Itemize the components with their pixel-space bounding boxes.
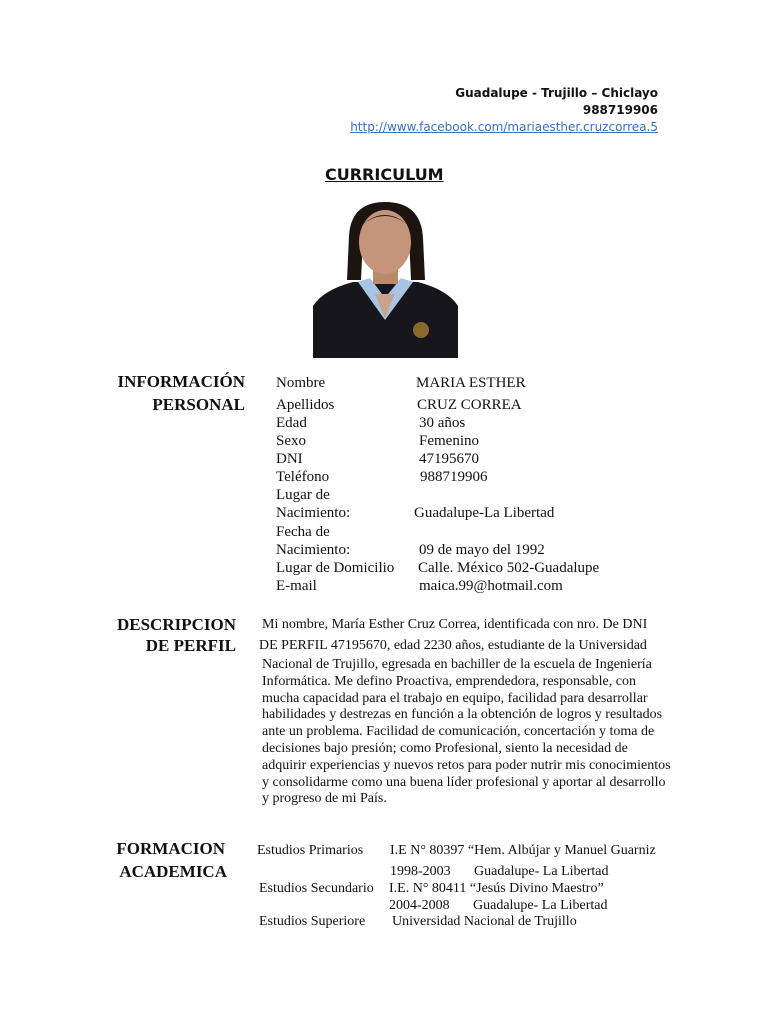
- facebook-link[interactable]: http://www.facebook.com/mariaesther.cruzcorrea.5: [350, 120, 658, 134]
- secondary-years: 2004-2008: [389, 898, 450, 913]
- profile-photo: [313, 198, 458, 358]
- primary-years: 1998-2003: [390, 864, 451, 879]
- edad-label: Edad: [276, 415, 307, 431]
- personal-heading-line2: PERSONAL: [152, 395, 245, 414]
- lugar-nacimiento-label-1: Lugar de: [276, 487, 330, 503]
- secondary-place: Guadalupe- La Libertad: [473, 898, 608, 913]
- email-value: maica.99@hotmail.com: [419, 578, 563, 594]
- telefono-label: Teléfono: [276, 469, 330, 485]
- dni-value: 47195670: [419, 451, 479, 467]
- education-heading-line1: FORMACION: [116, 839, 225, 858]
- dni-label: DNI: [276, 451, 303, 467]
- sexo-value: Femenino: [419, 433, 479, 449]
- personal-heading-line1: INFORMACIÓN: [117, 372, 245, 391]
- email-label: E-mail: [276, 578, 317, 594]
- education-heading-line2: ACADEMICA: [119, 862, 227, 881]
- secondary-school: I.E. N° 80411 “Jesús Divino Maestro”: [389, 881, 604, 896]
- apellidos-value: CRUZ CORREA: [417, 397, 522, 413]
- secondary-label: Estudios Secundario: [259, 881, 374, 896]
- domicilio-value: Calle. México 502-Guadalupe: [418, 560, 600, 576]
- primary-school: I.E N° 80397 “Hem. Albújar y Manuel Guarniz: [390, 843, 656, 858]
- page-title: CURRICULUM: [325, 165, 444, 184]
- primary-label: Estudios Primarios: [257, 843, 364, 858]
- lugar-nacimiento-value: Guadalupe-La Libertad: [414, 505, 555, 521]
- apellidos-label: Apellidos: [276, 397, 335, 413]
- nombre-value: MARIA ESTHER: [416, 375, 526, 391]
- superior-label: Estudios Superiore: [259, 914, 366, 929]
- domicilio-label: Lugar de Domicilio: [276, 560, 395, 576]
- header-cities: Guadalupe - Trujillo – Chiclayo: [455, 86, 658, 100]
- profile-line-2: DE PERFIL 47195670, edad 2230 años, estudiante de la Universidad: [259, 638, 647, 653]
- fecha-nacimiento-value: 09 de mayo del 1992: [419, 542, 545, 558]
- profile-paragraph: Nacional de Trujillo, egresada en bachiller de la escuela de Ingeniería Informática. Me defino Proactiva, emprendedora, responsable, con mucha capacidad para el trabajo en equipo, facilidad para desarrollar habilidades y destrezas en función a la obtención de logros y resultados ante un problema. Facilidad de comunicación, concertación y toma de decisiones bajo presión; como Profesional, siento la necesidad de adquirir experiencias y nuevos retos para poder nutrir mis conocimientos y consolidarme como una buena líder profesional y aportar al desarrollo y progreso de mi País.: [262, 657, 671, 807]
- edad-value: 30 años: [419, 415, 466, 431]
- profile-line-1: Mi nombre, María Esther Cruz Correa, identificada con nro. De DNI: [262, 617, 648, 632]
- profile-heading-line2: DE PERFIL: [145, 636, 236, 655]
- profile-heading-line1: DESCRIPCION: [116, 615, 236, 634]
- superior-school: Universidad Nacional de Trujillo: [392, 914, 577, 929]
- sexo-label: Sexo: [276, 433, 306, 449]
- lugar-nacimiento-label-2: Nacimiento:: [276, 505, 351, 521]
- telefono-value: 988719906: [420, 469, 488, 485]
- nombre-label: Nombre: [276, 375, 326, 391]
- primary-place: Guadalupe- La Libertad: [474, 864, 609, 879]
- fecha-nacimiento-label-1: Fecha de: [276, 524, 330, 540]
- header-phone: 988719906: [582, 103, 658, 117]
- fecha-nacimiento-label-2: Nacimiento:: [276, 542, 351, 558]
